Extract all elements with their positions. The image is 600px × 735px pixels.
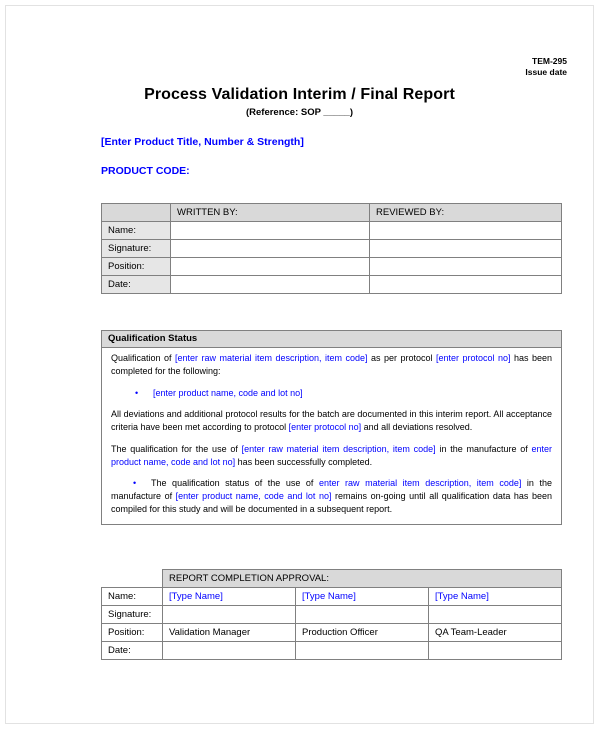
bullet-icon: • — [135, 387, 139, 398]
row-label-name: Name: — [102, 222, 171, 240]
cell-name-written-by[interactable] — [171, 222, 370, 240]
para3-text-2: in the manufacture of — [435, 443, 532, 454]
title-block — [6, 86, 593, 118]
corner-cell — [102, 204, 171, 222]
cell-date-production-officer[interactable] — [296, 642, 429, 660]
table-row — [102, 222, 562, 240]
page-title: Process Validation Interim / Final Report — [144, 86, 455, 103]
qualification-status-body — [102, 348, 561, 524]
product-code-label[interactable]: PRODUCT CODE: — [101, 165, 190, 177]
para1-placeholder-protocol-no[interactable]: [enter protocol no] — [435, 353, 511, 363]
cell-name-reviewed-by[interactable] — [370, 222, 562, 240]
cell-signature-written-by[interactable] — [171, 240, 370, 258]
bullet-icon: • — [133, 478, 137, 489]
row-label-date: Date: — [102, 276, 171, 294]
cell-position-reviewed-by[interactable] — [370, 258, 562, 276]
qualification-paragraph-2 — [111, 408, 552, 434]
table-row — [102, 624, 562, 642]
para3-text-1: The qualification for the use of — [111, 443, 242, 454]
cell-name-production-officer[interactable]: [Type Name] — [296, 588, 429, 606]
row-label-date: Date: — [102, 642, 163, 660]
para1-text-2: as per protocol — [367, 353, 436, 363]
row-label-position: Position: — [102, 258, 171, 276]
document-meta — [525, 56, 567, 79]
row-label-signature: Signature: — [102, 606, 163, 624]
cell-signature-reviewed-by[interactable] — [370, 240, 562, 258]
para4-placeholder-raw-material[interactable]: enter raw material item description, item code] — [318, 478, 522, 489]
para4-text-3: remains on-going until all qualification data has been compiled for this study and will be documented in a subsequent report. — [111, 491, 552, 514]
page-subtitle: (Reference: SOP _____) — [245, 107, 354, 118]
qualification-status-header: Qualification Status — [102, 331, 561, 348]
row-label-signature: Signature: — [102, 240, 171, 258]
para1-text-3: has been completed for the following: — [111, 353, 552, 376]
column-header-written-by: WRITTEN BY: — [171, 204, 370, 222]
column-header-reviewed-by: REVIEWED BY: — [370, 204, 562, 222]
qualification-paragraph-1 — [111, 352, 552, 378]
table-row — [102, 642, 562, 660]
para4-placeholder-product[interactable]: [enter product name, code and lot no] — [175, 491, 332, 502]
table-header-row — [102, 570, 562, 588]
product-title-placeholder[interactable]: [Enter Product Title, Number & Strength] — [101, 136, 304, 148]
para1-text-1: Qualification of — [111, 353, 175, 363]
cell-position-written-by[interactable] — [171, 258, 370, 276]
document-code: TEM-295 — [532, 56, 567, 66]
corner-cell — [102, 570, 163, 588]
cell-position-qa-team-leader: QA Team-Leader — [429, 624, 562, 642]
table-row — [102, 276, 562, 294]
qualification-paragraph-4 — [111, 477, 552, 515]
qualification-paragraph-3 — [111, 443, 552, 469]
cell-signature-production-officer[interactable] — [296, 606, 429, 624]
para2-text-1: All deviations and additional protocol results for the batch are documented in this interim report. All acceptance criteria have been met according to protocol — [111, 409, 552, 433]
cell-position-validation-manager: Validation Manager — [163, 624, 296, 642]
table-row — [102, 240, 562, 258]
list-item — [111, 387, 552, 400]
para4-text-1: The qualification status of the use of — [151, 478, 319, 489]
table-header-row — [102, 204, 562, 222]
bullet-placeholder-product[interactable]: [enter product name, code and lot no] — [153, 387, 303, 398]
table-row — [102, 588, 562, 606]
issue-date-label: Issue date — [525, 67, 567, 78]
cell-date-written-by[interactable] — [171, 276, 370, 294]
row-label-name: Name: — [102, 588, 163, 606]
approval-table-header: REPORT COMPLETION APPROVAL: — [163, 570, 562, 588]
para2-placeholder-protocol-no[interactable]: [enter protocol no] — [288, 422, 362, 433]
para3-text-3: has been successfully completed. — [235, 456, 373, 467]
cell-date-qa-team-leader[interactable] — [429, 642, 562, 660]
para4-text-2: in the manufacture of — [111, 478, 552, 502]
cell-position-production-officer: Production Officer — [296, 624, 429, 642]
cell-signature-qa-team-leader[interactable] — [429, 606, 562, 624]
cell-name-qa-team-leader[interactable]: [Type Name] — [429, 588, 562, 606]
signature-table — [101, 203, 562, 294]
para1-placeholder-raw-material[interactable]: [enter raw material item description, item code] — [175, 353, 368, 363]
cell-date-reviewed-by[interactable] — [370, 276, 562, 294]
document-page — [5, 5, 594, 724]
cell-name-validation-manager[interactable]: [Type Name] — [163, 588, 296, 606]
table-row — [102, 258, 562, 276]
para2-text-2: and all deviations resolved. — [361, 422, 473, 433]
para3-placeholder-product[interactable]: enter product name, code and lot no] — [111, 443, 553, 467]
qualification-status-section — [101, 330, 562, 525]
para3-placeholder-raw-material[interactable]: [enter raw material item description, item code] — [241, 443, 436, 454]
row-label-position: Position: — [102, 624, 163, 642]
table-row — [102, 606, 562, 624]
cell-date-validation-manager[interactable] — [163, 642, 296, 660]
cell-signature-validation-manager[interactable] — [163, 606, 296, 624]
product-identification — [101, 136, 304, 177]
report-completion-approval-table — [101, 569, 562, 660]
